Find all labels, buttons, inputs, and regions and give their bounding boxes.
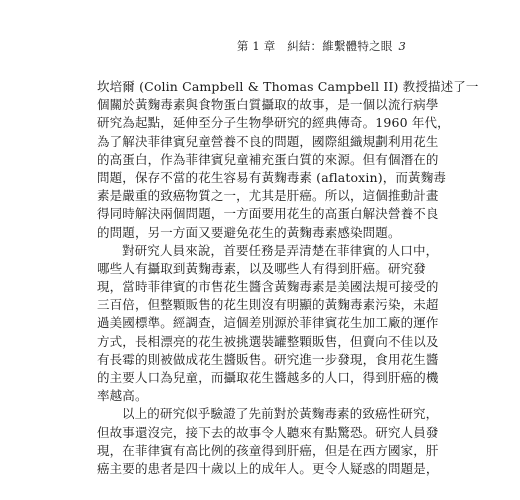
text-line: 研究為起點，延伸至分子生物學研究的經典傳奇。1960 年代， (97, 115, 450, 131)
text-line: 坎培爾 (Colin Campbell & Thomas Campbell II) 教授描述了一 (97, 79, 479, 94)
chapter-title: 第 1 章 糾結：維繫體特之眼 (236, 39, 393, 53)
text-line: 問題，保存不當的花生容易有黃麴毒素 (aflatoxin)，而黃麴毒 (97, 169, 447, 185)
text-line: 的主要人口為兒童，而攝取花生醬越多的人口，得到肝癌的機 (97, 370, 439, 385)
text-line: 三百倍，但整顆販售的花生則沒有明顯的黃麴毒素污染，未超 (97, 297, 439, 313)
text-line: 的問題，另一方面又要避免花生的黃麴毒素感染問題。 (97, 224, 401, 240)
text-line: 率越高。 (97, 388, 148, 404)
text-line: 方式，長相漂亮的花生被挑選裝罐整顆販售，但賣向不佳以及 (97, 333, 439, 349)
text-line: 有長霉的則被做成花生醬販售。研究進一步發現，食用花生醬 (97, 351, 439, 367)
text-line: 素是嚴重的致癌物質之一，尤其是肝癌。所以，這個推動計畫 (97, 188, 439, 204)
text-line: 現，當時菲律賓的市售花生醬含黃麴毒素是美國法規可接受的 (97, 279, 439, 295)
text-line: 哪些人有攝取到黃麴毒素，以及哪些人有得到肝癌。研究發 (97, 260, 426, 276)
body-text (97, 78, 479, 478)
text-line: 過美國標準。經調查，這個差別源於菲律賓花生加工廠的運作 (97, 315, 439, 331)
running-header (237, 39, 406, 53)
text-line: 但故事還沒完，接下去的故事令人聽來有點驚恐。研究人員發 (97, 424, 439, 440)
text-line: 為了解決菲律賓兒童營養不良的問題，國際組織規劃利用花生 (97, 133, 439, 149)
text-line: 癌主要的患者是四十歲以上的成年人。更令人疑惑的問題是， (97, 460, 439, 476)
text-line: 現，在菲律賓有高比例的孩童得到肝癌，但是在西方國家，肝 (97, 442, 439, 458)
text-line: 的高蛋白，作為菲律賓兒童補充蛋白質的來源。但有個潛在的 (97, 151, 439, 167)
page-number: 3 (398, 39, 406, 53)
text-line: 對研究人員來說，首要任務是弄清楚在菲律賓的人口中， (122, 242, 439, 258)
text-line: 得同時解決兩個問題，一方面要用花生的高蛋白解決營養不良 (97, 206, 439, 222)
text-line: 以上的研究似乎驗證了先前對於黃麴毒素的致癌性研究， (122, 406, 439, 422)
text-line: 個關於黃麴毒素與食物蛋白質攝取的故事，是一個以流行病學 (97, 97, 439, 113)
